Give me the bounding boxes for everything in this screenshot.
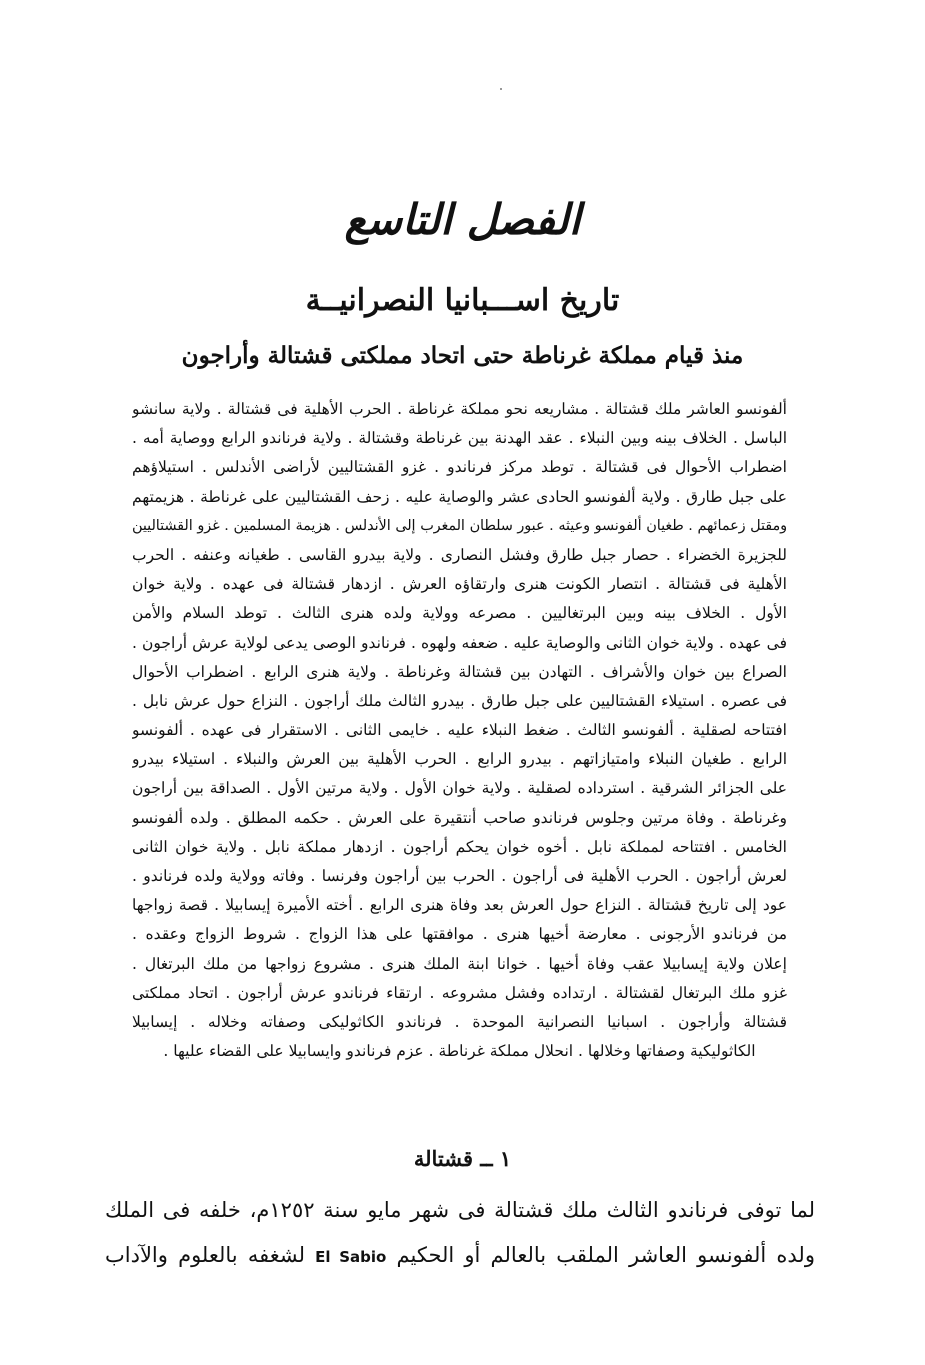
summary-line: فى عهده . ولاية خوان الثانى والوصاية عليه . ضعفه ولهوه . فرناندو الوصى يدعى لولاية عرش أراجون . [132, 633, 787, 652]
body-line [105, 1233, 815, 1278]
chapter-title: تاريخ اســـبانيا النصرانيــة [305, 283, 620, 318]
summary-line: ألفونسو العاشر ملك قشتالة . مشاريعه نحو مملكة غرناطة . الحرب الأهلية فى قشتالة . ولاية سانشو [132, 400, 787, 418]
section-heading: ١ ــ قشتالة [413, 1146, 512, 1171]
summary-line: وغرناطة . وفاة مرتين وجلوس فرناندو صاحب أنتقيرة على العرش . حكمه المطلق . ولده ألفونسو [132, 808, 787, 827]
summary-line: على جبل طارق . ولاية ألفونسو الحادى عشر والوصاية عليه . زحف القشتاليين على غرناطة . هزيمتهم [132, 487, 787, 506]
paper-speck [500, 88, 502, 90]
summary-line: اضطراب الأحوال فى قشتالة . توطد مركز فرناندو . غزو القشتاليين لأراضى الأندلس . استيلاؤهم [132, 458, 787, 477]
chapter-summary [132, 395, 787, 1066]
latin-epithet: El Sabio [315, 1248, 387, 1266]
summary-line: إعلان ولاية إيسابيلا عقب وفاة أخيها . خوانا ابنة الملك هنرى . مشروع زواجها من ملك البرتغال . [132, 954, 787, 973]
chapter-subtitle: منذ قيام مملكة غرناطة حتى اتحاد مملكتى قشتالة وأراجون [181, 342, 744, 369]
summary-line: فى عصره . استيلاء القشتاليين على جبل طارق . بيدرو الثالث ملك أراجون . النزاع حول عرش نابل . [132, 691, 787, 710]
summary-line: الباسل . الخلاف بينه وبين النبلاء . عقد الهدنة بين غرناطة وقشتالة . ولاية فرناندو الرابع ووصاية أمه . [132, 429, 787, 448]
summary-line: على الجزائر الشرقية . استرداده لصقلية . ولاية خوان الأول . ولاية مرتين الأول . الصداقة بين أراجون [132, 779, 787, 798]
summary-line: الكاثوليكية وصفاتها وخلالها . انحلال مملكة غرناطة . عزم فرناندو وايسابيلا على القضاء عليها . [163, 1042, 756, 1061]
body-paragraph [105, 1188, 815, 1278]
summary-line: افتتاحه لصقلية . ألفونسو الثالث . ضغط النبلاء عليه . خايمى الثانى . الاستقرار فى عهده . ألفونسو [132, 721, 787, 740]
summary-line: ومقتل زعمائهم . طغيان ألفونسو وعيثه . عبور سلطان المغرب إلى الأندلس . هزيمة المسلمين . غزو القشتاليين [132, 517, 787, 534]
summary-line: من فرناندو الأرجونى . معارضة أخيها هنرى . موافقتها على هذا الزواج . شروط الزواج وعقده . [132, 925, 787, 944]
summary-line: عود إلى تاريخ قشتالة . النزاع حول العرش بعد وفاة هنرى الرابع . أخته الأميرة إيسابيلا . قصة زواجها [132, 896, 787, 915]
summary-line: الأول . الخلاف بينه وبين البرتغاليين . مصرعه وولاية ولده هنرى الثالث . توطد السلام والأمن [132, 604, 787, 623]
summary-line: الأهلية فى قشتالة . انتصار الكونت هنرى وارتقاؤه العرش . ازدهار قشتالة فى عهده . ولاية خوان [132, 575, 787, 594]
summary-line: غزو ملك البرتغال لقشتالة . ارتداده وفشل مشروعه . ارتقاء فرناندو عرش أراجون . اتحاد مملكتى [132, 983, 787, 1002]
summary-line: الصراع بين خوان والأشراف . التهادن بين قشتالة وغرناطة . ولاية هنرى الرابع . اضطراب الأحوال [132, 662, 787, 681]
body-text-segment: ولده ألفونسو العاشر الملقب بالعالم أو الحكيم [396, 1243, 815, 1267]
summary-line: قشتالة وأراجون . اسبانيا النصرانية الموحدة . فرناندو الكاثوليكى وصفاته وخلاله . إيسابيلا [132, 1012, 787, 1031]
summary-line: الرابع . طغيان النبلاء وامتيازاتهم . بيدرو الرابع . الحرب الأهلية بين العرش والنبلاء . استيلاء بيدرو [132, 750, 787, 769]
body-text-segment: لشغفه بالعلوم والآداب [105, 1243, 305, 1267]
summary-line: الخامس . افتتاحه لمملكة نابل . أخوه خوان يحكم أراجون . ازدهار مملكة نابل . ولاية خوان الثانى [132, 837, 787, 856]
summary-line: لعرش أراجون . الحرب الأهلية فى أراجون . الحرب بين أراجون وفرنسا . وفاته وولاية ولده فرناندو . [132, 867, 787, 885]
body-line: لما توفى فرناندو الثالث ملك قشتالة فى شهر مايو سنة ١٢٥٢م، خلفه فى الملك [105, 1198, 815, 1222]
summary-line: للجزيرة الخضراء . حصار جبل طارق وفشل النصارى . ولاية بيدرو القاسى . طغيانه وعنفه . الحرب [132, 545, 787, 564]
chapter-heading: الفصل التاسع [344, 195, 581, 244]
